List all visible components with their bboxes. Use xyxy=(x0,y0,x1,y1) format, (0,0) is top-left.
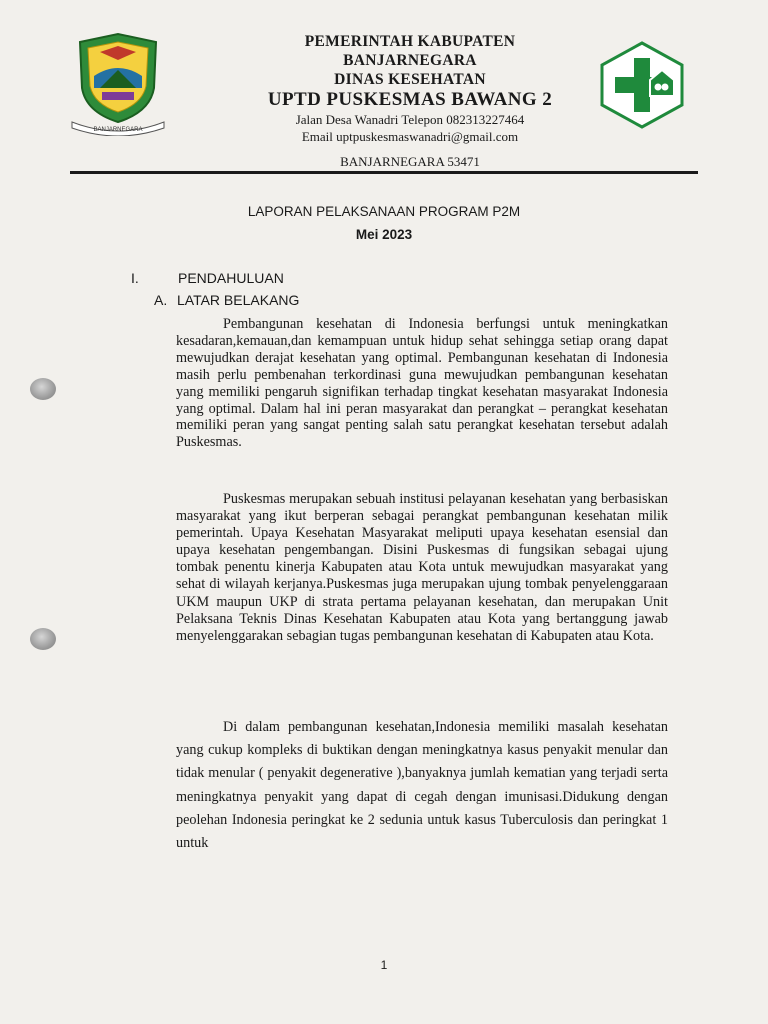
section-number: I. xyxy=(131,270,139,286)
subsection-number: A. xyxy=(154,292,168,308)
paragraph-3: Di dalam pembangunan kesehatan,Indonesia memiliki masalah kesehatan yang cukup kompleks di buktikan dengan meningkatnya kasus penyakit menular dan tidak menular ( penyakit degenerative ),banyaknya jumlah kematian yang terjadi serta meningkatnya penyakit yang dapat di cegah dengan imunisasi.Didukung dengan peolehan Indonesia peringkat ke 2 sedunia untuk kasus Tuberculosis dan peringkat 1 untuk xyxy=(176,719,668,852)
subsection-title: LATAR BELAKANG xyxy=(177,292,300,308)
svg-text:BANJARNEGARA: BANJARNEGARA xyxy=(93,127,143,133)
section-title: PENDAHULUAN xyxy=(178,270,284,286)
letterhead-unit-name: UPTD PUSKESMAS BAWANG 2 xyxy=(267,89,553,110)
letterhead-department: DINAS KESEHATAN xyxy=(334,71,486,88)
page-number: 1 xyxy=(380,958,388,972)
letterhead-email: Email uptpuskesmaswanadri@gmail.com xyxy=(301,129,519,144)
letterhead-regency: BANJARNEGARA xyxy=(343,52,477,69)
regency-crest-logo xyxy=(70,30,166,136)
letterhead-divider xyxy=(70,171,698,174)
paragraph-2: Puskesmas merupakan sebuah institusi pelayanan kesehatan yang berbasiskan masyarakat yang ikut berperan sebagai perangkat pembangunan kesehatan milik pemerintah. Upaya Kesehatan Masyarakat meliputi upaya kesehatan esensial dan upaya kesehatan pengembangan. Disini Puskesmas di fungsikan sebagai ujung tombak penentu kinerja Kabupaten atau Kota untuk mewujudkan masyarakat yang sehat di wilayah kerjanya.Puskesmas juga merupakan ujung tombak penyelenggaraan UKM maupun UKP di strata pertama pelayanan kesehatan, dan merupakan Unit Pelaksana Teknis Dinas Kesehatan Kabupaten atau Kota yang bertanggung jawab menyelenggarakan sebagian tugas pembangunan kesehatan di Kabupaten atau Kota. xyxy=(176,491,668,644)
letterhead-city: BANJARNEGARA 53471 xyxy=(340,154,480,169)
punch-hole xyxy=(30,378,56,400)
paragraph-1: Pembangunan kesehatan di Indonesia berfungsi untuk meningkatkan kesadaran,kemauan,dan kemampuan untuk hidup sehat sehingga setiap orang dapat mewujudkan derajat kesehatan yang optimal. Pembangunan kesehatan di Indonesia masih perlu pembenahan terkordinasi guna mewujudkan pembangunan kesehatan yang memiliki pengaruh signifikan terhadap tingkat kesehatan masyarakat Indonesia yang optimal. Dalam hal ini peran masyarakat dan perangkat – perangkat kesehatan memiliki peran yang sangat penting salah satu perangkat kesehatan tersebut adalah Puskesmas. xyxy=(176,316,668,451)
report-period: Mei 2023 xyxy=(355,227,413,242)
letterhead-address: Jalan Desa Wanadri Telepon 082313227464 xyxy=(295,112,525,127)
report-title: LAPORAN PELAKSANAAN PROGRAM P2M xyxy=(247,204,521,219)
letterhead xyxy=(190,32,630,170)
puskesmas-logo-icon xyxy=(596,40,688,130)
letterhead-government: PEMERINTAH KABUPATEN xyxy=(304,33,516,50)
punch-hole xyxy=(30,628,56,650)
